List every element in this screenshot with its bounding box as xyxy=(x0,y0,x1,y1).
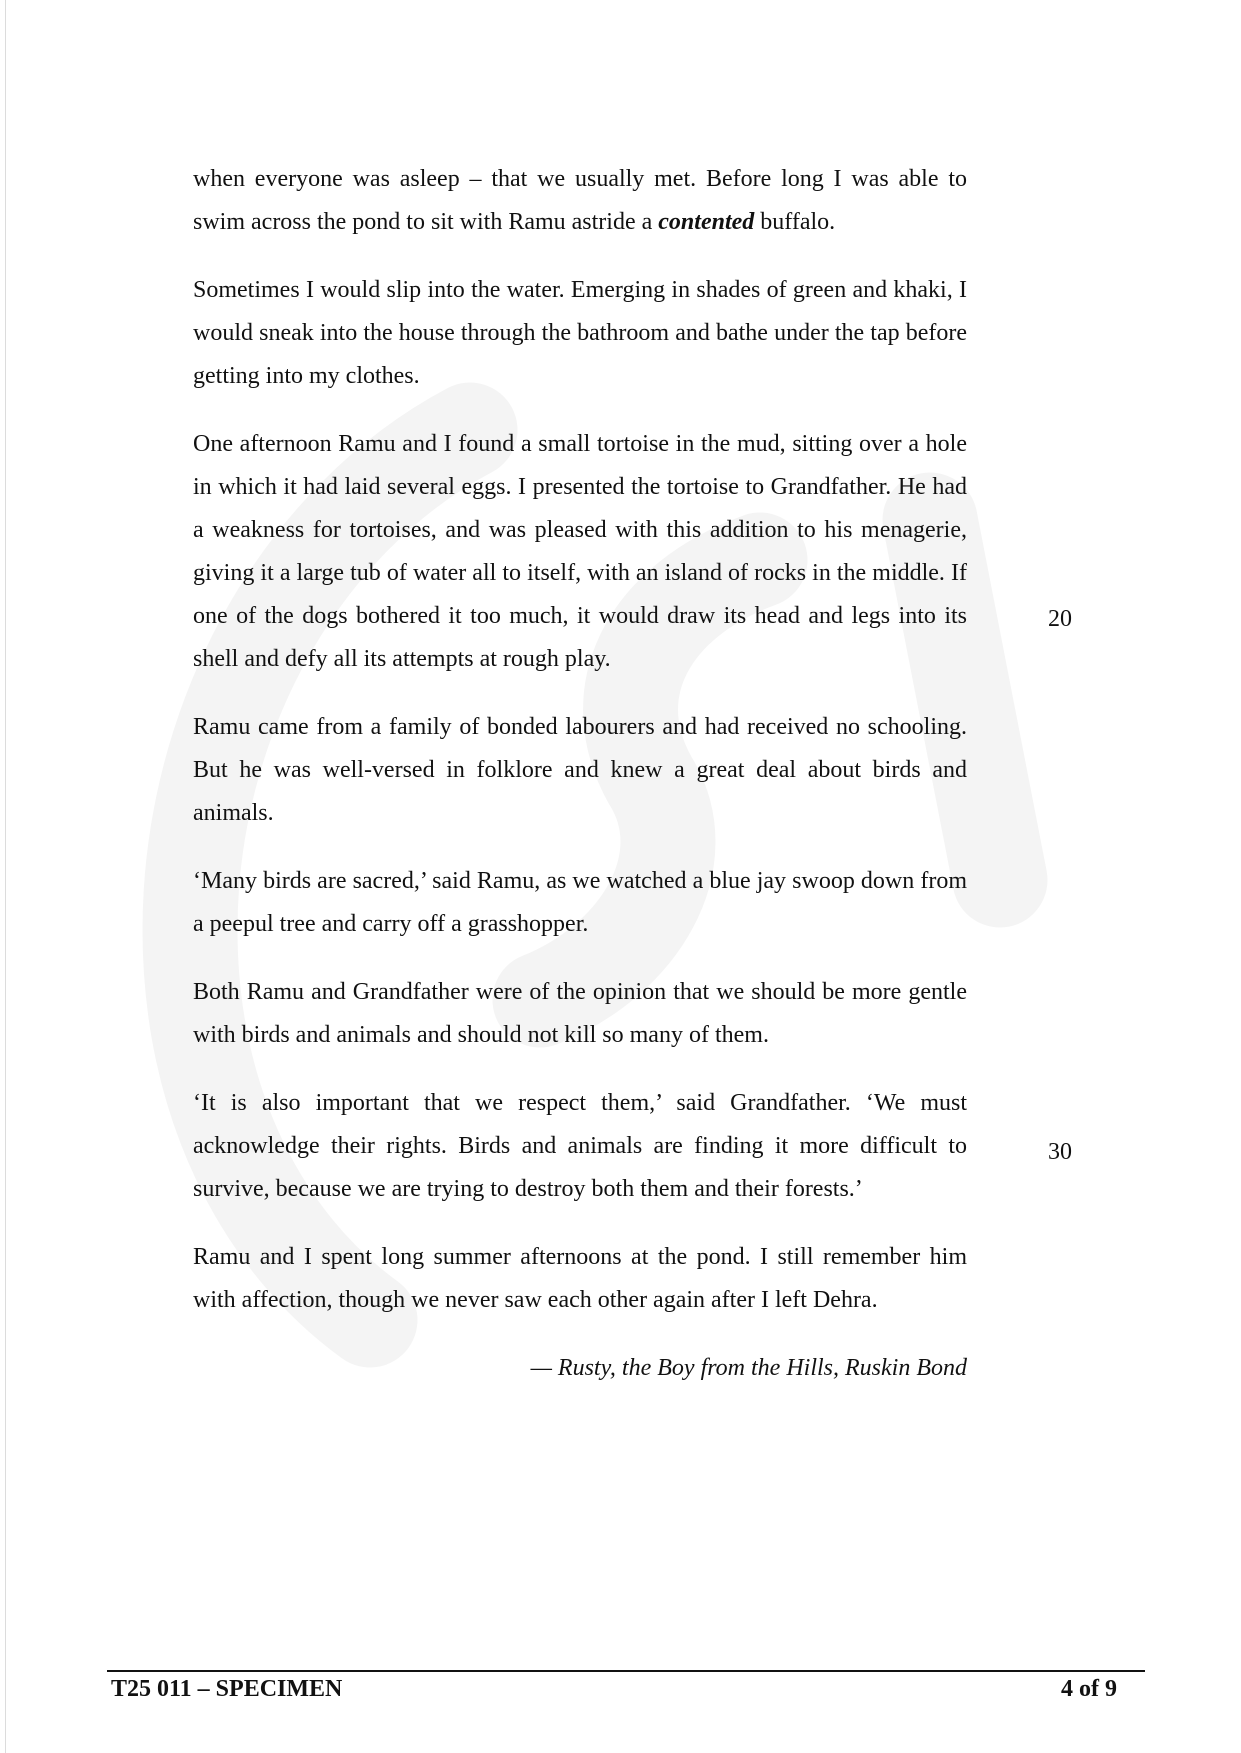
passage-paragraph-7: ‘It is also important that we respect them,’ said Grandfather. ‘We must acknowledge their rights. Birds and animals are finding it more difficult to survive, because we are trying to destroy both them and their forests.’ xyxy=(193,1090,967,1202)
line-number-20: 20 xyxy=(1048,606,1072,632)
passage-paragraph-4: Ramu came from a family of bonded labourers and had received no schooling. But he was well-versed in folklore and knew a great deal about birds and animals. xyxy=(193,714,967,826)
passage-paragraph-5: ‘Many birds are sacred,’ said Ramu, as we watched a blue jay swoop down from a peepul tree and carry off a grasshopper. xyxy=(193,868,967,937)
source-attribution: — Rusty, the Boy from the Hills, Ruskin Bond xyxy=(530,1355,967,1381)
page-number: 4 of 9 xyxy=(1061,1676,1117,1702)
passage-paragraph-2: Sometimes I would slip into the water. Emerging in shades of green and khaki, I would sneak into the house through the bathroom and bathe under the tap before getting into my clothes. xyxy=(193,277,967,389)
emphasized-word: contented xyxy=(658,209,755,235)
passage-paragraph-1 xyxy=(193,158,967,244)
passage-paragraph-3: One afternoon Ramu and I found a small tortoise in the mud, sitting over a hole in which it had laid several eggs. I presented the tortoise to Grandfather. He had a weakness for tortoises, and was pleased with this addition to his menagerie, giving it a large tub of water all to itself, with an island of rocks in the middle. If one of the dogs bothered it too much, it would draw its head and legs into its shell and defy all its attempts at rough play. xyxy=(193,431,967,672)
paper-code: T25 011 – SPECIMEN xyxy=(111,1676,343,1702)
paragraph-1-text: when everyone was asleep – that we usually met. Before long I was able to swim across the pond to sit with Ramu astride a xyxy=(193,166,967,235)
page-edge-line xyxy=(5,0,6,1753)
passage-paragraph-6: Both Ramu and Grandfather were of the opinion that we should be more gentle with birds and animals and should not kill so many of them. xyxy=(193,979,967,1048)
footer-divider xyxy=(107,1670,1145,1672)
reading-passage xyxy=(193,158,967,1390)
paragraph-1-text-end: buffalo. xyxy=(754,209,836,235)
passage-paragraph-8: Ramu and I spent long summer afternoons at the pond. I still remember him with affection, though we never saw each other again after I left Dehra. xyxy=(193,1244,967,1313)
line-number-30: 30 xyxy=(1048,1139,1072,1165)
